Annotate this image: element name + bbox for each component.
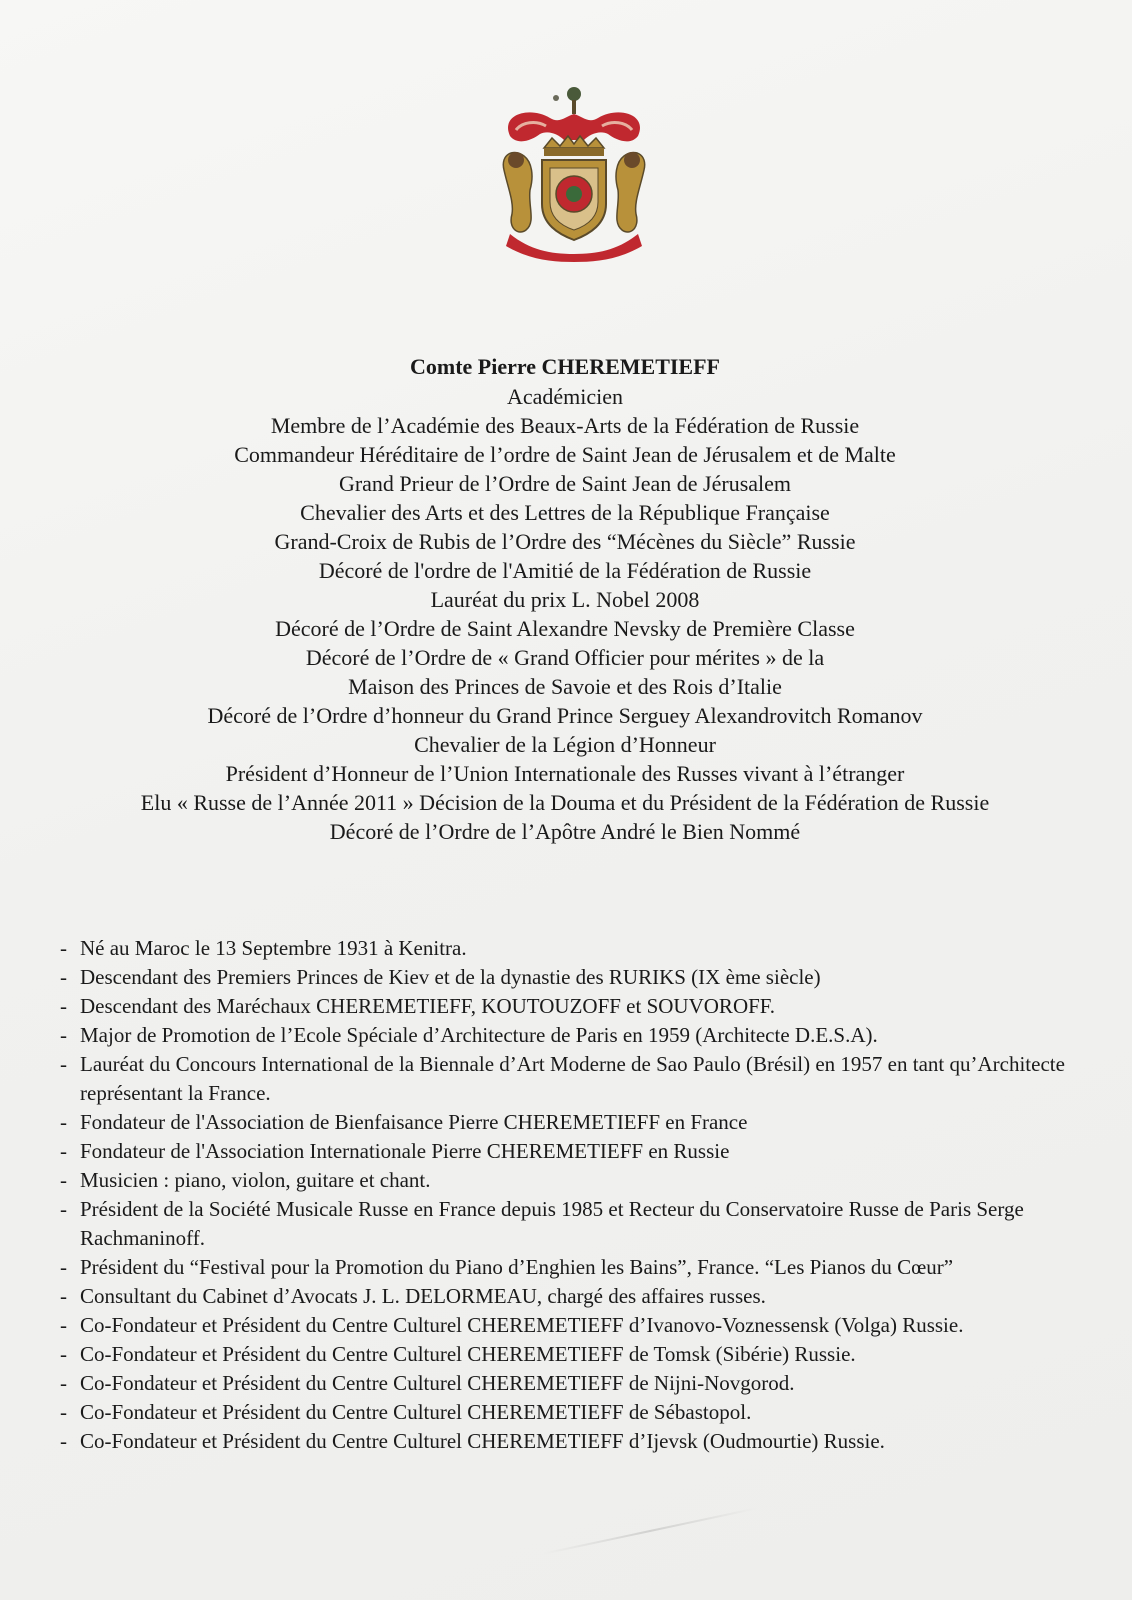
title-line: Elu « Russe de l’Année 2011 » Décision de la Douma et du Président de la Fédération de Russie [140,790,990,815]
list-item [60,1311,1070,1340]
list-item [60,963,1070,992]
title-line: Commandeur Héréditaire de l’ordre de Saint Jean de Jérusalem et de Malte [234,442,896,467]
list-item [60,1369,1070,1398]
title-line: Président d’Honneur de l’Union Internationale des Russes vivant à l’étranger [225,761,905,786]
list-item-text: Né au Maroc le 13 Septembre 1931 à Kenitra. [80,936,467,960]
list-item [60,1340,1070,1369]
list-item [60,1021,1070,1050]
title-line: Académicien [506,384,624,409]
paper-fold-shadow [542,1507,758,1555]
list-dash: - [60,1023,67,1047]
list-item-text: Major de Promotion de l’Ecole Spéciale d’Architecture de Paris en 1959 (Architecte D.E.S.A). [80,1023,878,1047]
title-line: Membre de l’Académie des Beaux-Arts de la Fédération de Russie [270,413,860,438]
person-name: Comte Pierre CHEREMETIEFF [410,354,720,379]
list-item-text: Co-Fondateur et Président du Centre Culturel CHEREMETIEFF de Tomsk (Sibérie) Russie. [80,1342,856,1366]
biography-list [60,934,1070,1456]
title-line: Décoré de l’Ordre d’honneur du Grand Prince Serguey Alexandrovitch Romanov [207,703,923,728]
titles-block [40,352,1090,846]
list-dash: - [60,1139,67,1163]
title-line: Maison des Princes de Savoie et des Rois d’Italie [348,674,782,699]
coat-of-arms-icon [490,84,658,262]
list-dash: - [60,1342,67,1366]
list-item [60,1195,1070,1253]
list-item [60,934,1070,963]
list-item-text: Président du “Festival pour la Promotion du Piano d’Enghien les Bains”, France. “Les Pianos du Cœur” [80,1255,954,1279]
list-dash: - [60,1255,67,1279]
list-dash: - [60,1371,67,1395]
title-line: Grand Prieur de l’Ordre de Saint Jean de Jérusalem [338,471,792,496]
list-item [60,1253,1070,1282]
list-item [60,1137,1070,1166]
list-dash: - [60,1168,67,1192]
list-item-text: Co-Fondateur et Président du Centre Culturel CHEREMETIEFF de Sébastopol. [80,1400,752,1424]
title-line: Décoré de l’Ordre de l’Apôtre André le Bien Nommé [329,819,801,844]
list-item-text: Descendant des Maréchaux CHEREMETIEFF, KOUTOUZOFF et SOUVOROFF. [80,994,776,1018]
list-dash: - [60,965,67,989]
list-dash: - [60,1052,67,1076]
list-item-text: Co-Fondateur et Président du Centre Culturel CHEREMETIEFF d’Ijevsk (Oudmourtie) Russie. [80,1429,885,1453]
list-dash: - [60,1313,67,1337]
title-line: Décoré de l'ordre de l'Amitié de la Fédération de Russie [318,558,812,583]
list-item-text: Lauréat du Concours International de la Biennale d’Art Moderne de Sao Paulo (Brésil) en 1957 en tant qu’Architecte représentant la France. [80,1052,1065,1105]
list-item-text: Musicien : piano, violon, guitare et chant. [80,1168,431,1192]
list-item-text: Co-Fondateur et Président du Centre Culturel CHEREMETIEFF d’Ivanovo-Voznessensk (Volga) Russie. [80,1313,964,1337]
list-item [60,1108,1070,1137]
list-dash: - [60,1429,67,1453]
title-line: Grand-Croix de Rubis de l’Ordre des “Mécènes du Siècle” Russie [274,529,856,554]
list-dash: - [60,1197,67,1221]
list-item-text: Descendant des Premiers Princes de Kiev et de la dynastie des RURIKS (IX ème siècle) [80,965,821,989]
title-line: Décoré de l’Ordre de « Grand Officier pour mérites » de la [305,645,825,670]
list-dash: - [60,1110,67,1134]
list-dash: - [60,1400,67,1424]
title-line: Lauréat du prix L. Nobel 2008 [430,587,700,612]
list-item-text: Consultant du Cabinet d’Avocats J. L. DELORMEAU, chargé des affaires russes. [80,1284,766,1308]
list-item [60,992,1070,1021]
list-item [60,1282,1070,1311]
title-line: Chevalier des Arts et des Lettres de la République Française [300,500,830,525]
list-item-text: Fondateur de l'Association Internationale Pierre CHEREMETIEFF en Russie [80,1139,730,1163]
list-dash: - [60,994,67,1018]
list-item [60,1398,1070,1427]
list-item-text: Président de la Société Musicale Russe en France depuis 1985 et Recteur du Conservatoire Russe de Paris Serge Rachmaninoff. [80,1197,1024,1250]
list-item-text: Co-Fondateur et Président du Centre Culturel CHEREMETIEFF de Nijni-Novgorod. [80,1371,795,1395]
list-dash: - [60,936,67,960]
title-line: Décoré de l’Ordre de Saint Alexandre Nevsky de Première Classe [275,616,855,641]
list-item [60,1050,1070,1108]
list-dash: - [60,1284,67,1308]
list-item [60,1427,1070,1456]
list-item [60,1166,1070,1195]
list-item-text: Fondateur de l'Association de Bienfaisance Pierre CHEREMETIEFF en France [80,1110,748,1134]
title-line: Chevalier de la Légion d’Honneur [414,732,716,757]
